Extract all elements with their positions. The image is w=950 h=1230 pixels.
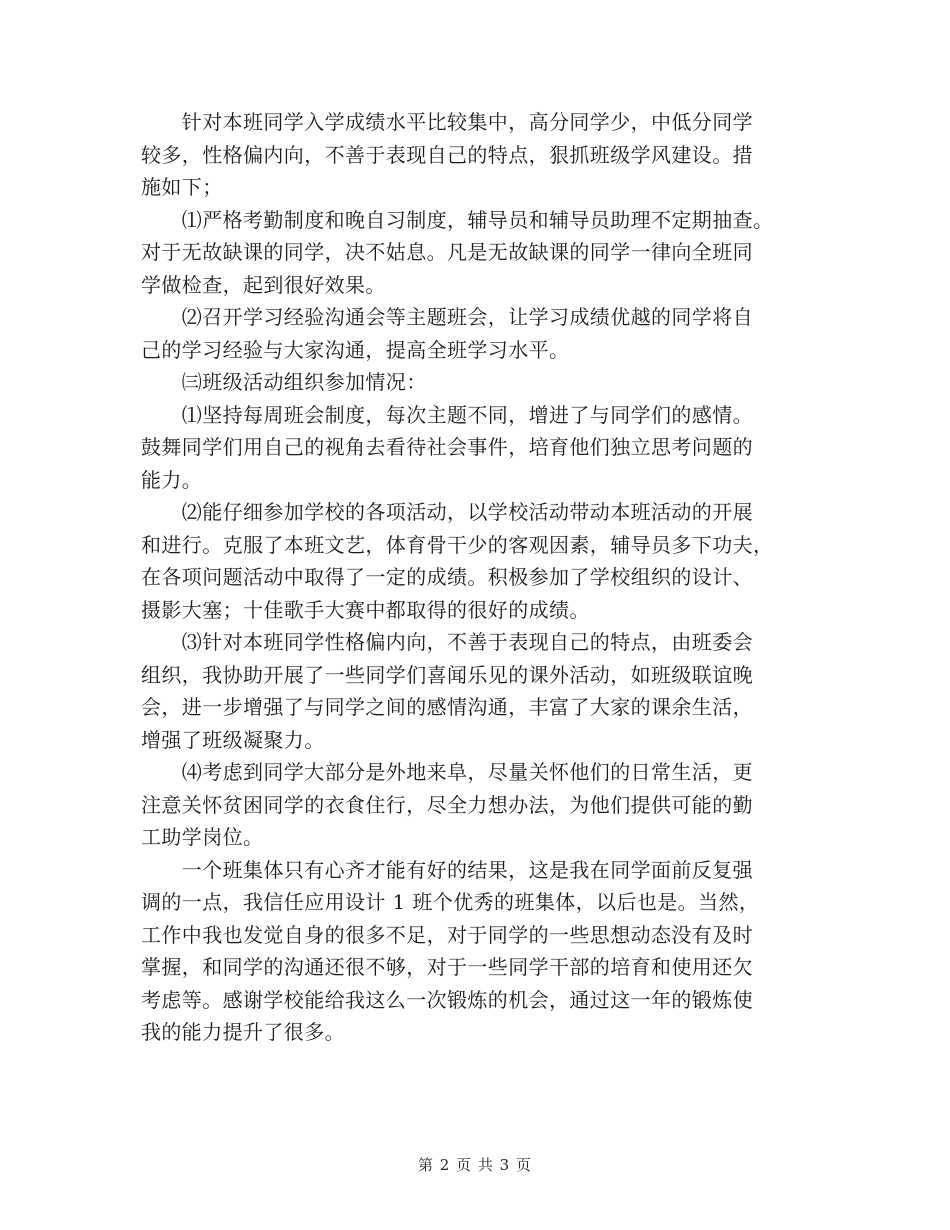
text-line: 掌握，和同学的沟通还很不够，对于一些同学干部的培育和使用还欠	[141, 955, 753, 979]
text-line: 施如下；	[141, 175, 223, 199]
text-line: ⑴坚持每周班会制度，每次主题不同，增进了与同学们的感情。	[141, 402, 753, 427]
text-line: 针对本班同学入学成绩水平比较集中，高分同学少，中低分同学	[141, 110, 753, 134]
text-line: 一个班集体只有心齐才能有好的结果，这是我在同学面前反复强	[141, 857, 753, 882]
text-line: 会，进一步增强了与同学之间的感情沟通，丰富了大家的课余生活，	[141, 695, 753, 719]
text-line: 对于无故缺课的同学，决不姑息。凡是无故缺课的同学一律向全班同	[141, 240, 753, 264]
text-line: ⑵召开学习经验沟通会等主题班会，让学习成绩优越的同学将自	[141, 305, 753, 329]
text-line: 工作中我也发觉自身的很多不足，对于同学的一些思想动态没有及时	[141, 922, 753, 947]
text-line: 鼓舞同学们用自己的视角去看待社会事件，培育他们独立思考问题的	[141, 435, 753, 459]
text-line: 考虑等。感谢学校能给我这么一次锻炼的机会，通过这一年的锻炼使	[141, 987, 753, 1012]
text-line: 在各项问题活动中取得了一定的成绩。积极参加了学校组织的设计、	[141, 565, 753, 589]
text-line: ⑶针对本班同学性格偏内向，不善于表现自己的特点，由班委会	[141, 630, 753, 654]
text-line: 调的一点，我信任应用设计 1 班个优秀的班集体，以后也是。当然，	[141, 890, 760, 914]
text-line: 注意关怀贫困同学的衣食住行，尽全力想办法，为他们提供可能的勤	[141, 792, 753, 817]
text-line: 学做检查，起到很好效果。	[141, 272, 386, 297]
text-line: 己的学习经验与大家沟通，提高全班学习水平。	[141, 337, 570, 362]
text-line: 和进行。克服了本班文艺，体育骨干少的客观因素，辅导员多下功夫，	[141, 532, 774, 557]
text-line: 增强了班级凝聚力。	[141, 727, 325, 752]
text-line: 工助学岗位。	[141, 825, 264, 849]
text-line: 我的能力提升了很多。	[141, 1020, 345, 1044]
text-line: 组织，我协助开展了一些同学们喜闻乐见的课外活动，如班级联谊晚	[141, 662, 753, 687]
text-line: 摄影大塞；十佳歌手大赛中都取得的很好的成绩。	[141, 597, 590, 622]
document-body	[141, 106, 821, 1049]
text-line: ⑵能仔细参加学校的各项活动，以学校活动带动本班活动的开展	[141, 500, 753, 524]
text-line: 能力。	[141, 467, 203, 492]
text-line: ⑴严格考勤制度和晚自习制度，辅导员和辅导员助理不定期抽查。	[141, 207, 774, 232]
text-line: ⑷考虑到同学大部分是外地来阜，尽量关怀他们的日常生活，更	[141, 760, 753, 784]
text-line: 较多，性格偏内向，不善于表现自己的特点，狠抓班级学风建设。措	[141, 142, 753, 167]
section-heading: ㈢班级活动组织参加情况：	[141, 370, 427, 394]
page-number-footer: 第 2 页 共 3 页	[418, 1156, 532, 1174]
